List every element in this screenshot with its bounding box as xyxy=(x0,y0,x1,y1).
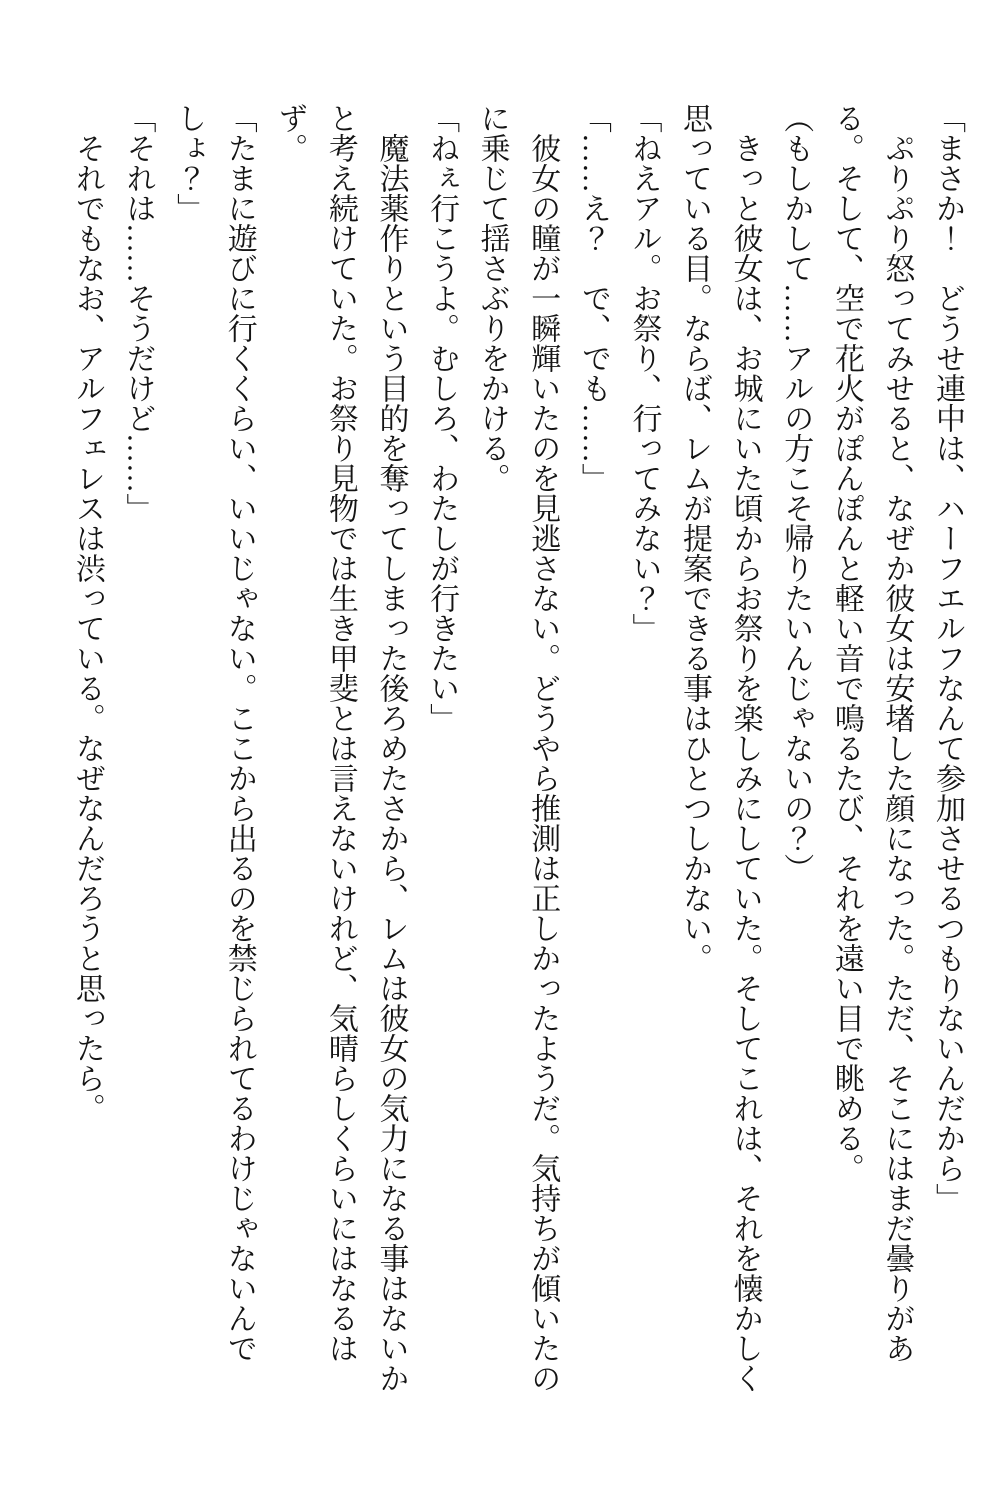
text-line: と考え続けていた。お祭り見物では生き甲斐とは言えないけれど、気晴らしくらいにはなるは xyxy=(323,103,357,1363)
text-line: 「それは……そうだけど……」 xyxy=(121,103,155,523)
text-line: 「……え？ で、でも……」 xyxy=(576,103,610,493)
text-line: 魔法薬作りという目的を奪ってしまった後ろめたさから、レムは彼女の気力になる事はないか xyxy=(374,103,408,1393)
text-line: 「まさか！ どうせ連中は、ハーフエルフなんて参加させるつもりないんだから」 xyxy=(931,103,964,1213)
text-line: ず。 xyxy=(273,103,307,163)
vertical-text-block xyxy=(61,103,972,1403)
text-line: 彼女の瞳が一瞬輝いたのを見逃さない。どうやら推測は正しかったようだ。気持ちが傾いたの xyxy=(526,103,560,1393)
text-line: に乗じて揺さぶりをかける。 xyxy=(475,103,509,493)
text-line: ぷりぷり怒ってみせると、なぜか彼女は安堵した顔になった。ただ、そこにはまだ曇りがあ xyxy=(880,103,914,1363)
text-line: る。そして、空で花火がぽんぽんと軽い音で鳴るたび、それを遠い目で眺める。 xyxy=(829,103,863,1183)
text-line: （もしかして……アルの方こそ帰りたいんじゃないの？） xyxy=(779,103,813,883)
text-line: 思っている目。ならば、レムが提案できる事はひとつしかない。 xyxy=(678,103,712,973)
text-line: それでもなお、アルフェレスは渋っている。なぜなんだろうと思ったら。 xyxy=(70,103,104,1123)
text-line: 「たまに遊びに行くくらい、いいじゃない。ここから出るのを禁じられてるわけじゃないんで xyxy=(222,103,256,1363)
text-line: 「ねえアル。お祭り、行ってみない？」 xyxy=(627,103,661,643)
text-line: 「ねぇ行こうよ。むしろ、わたしが行きたい」 xyxy=(425,103,459,733)
text-line: しょ？」 xyxy=(172,103,206,223)
text-line: きっと彼女は、お城にいた頃からお祭りを楽しみにしていた。そしてこれは、それを懐かしく xyxy=(728,103,762,1393)
